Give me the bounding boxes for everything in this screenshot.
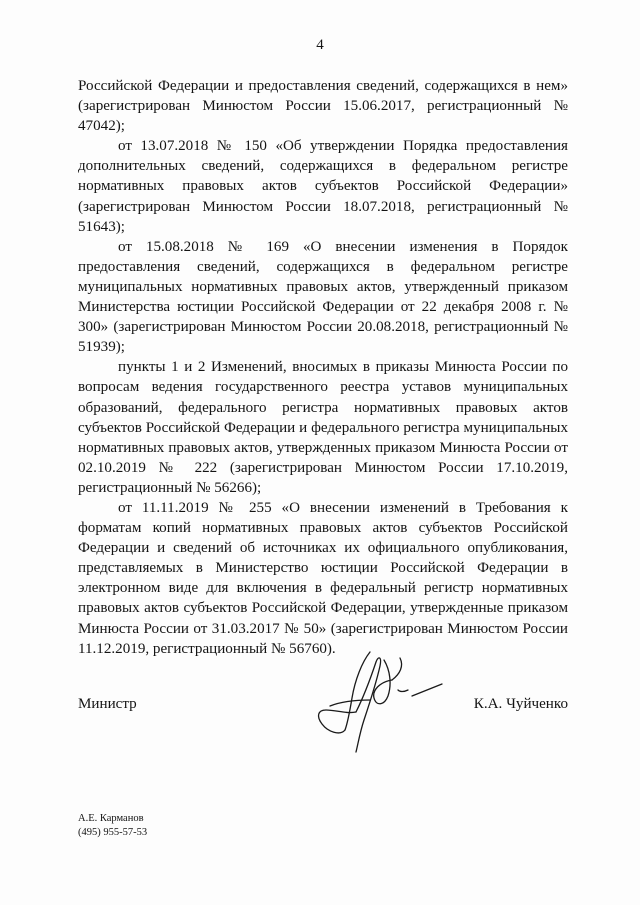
paragraph-order-255: от 11.11.2019 № 255 «О внесении изменений в Требования к форматам копий нормативных правовых актов субъектов Российской Федерации и сведений об источниках их официального опубликования, представляемых в Министерство юстиции Российской Федерации в электронном виде для включения в федеральный регистр нормативных правовых актов субъектов Российской Федерации, утвержденные приказом Минюста России от 31.03.2017 № 50» (зарегистрирован Минюстом России 11.12.2019, регистрационный № 56760). bbox=[78, 499, 568, 657]
executor-info bbox=[78, 812, 147, 840]
paragraph-continuation: Российской Федерации и предоставления сведений, содержащихся в нем» (зарегистрирован Минюстом России 15.06.2017, регистрационный № 47042); bbox=[78, 78, 568, 135]
paragraph-order-169: от 15.08.2018 № 169 «О внесении изменения в Порядок предоставления сведений, содержащихся в федеральном регистре муниципальных нормативных правовых актов, утвержденный приказом Министерства юстиции Российской Федерации от 22 декабря 2008 г. № 300» (зарегистрирован Минюстом России 20.08.2018, регистрационный № 51939); bbox=[78, 238, 568, 356]
minister-name: К.А. Чуйченко bbox=[473, 696, 568, 712]
minister-title: Министр bbox=[78, 696, 137, 712]
paragraph-order-222: пункты 1 и 2 Изменений, вносимых в приказы Минюста России по вопросам ведения государственного реестра уставов муниципальных образований, федерального регистра нормативных правовых актов субъектов Российской Федерации и федерального регистра муниципальных нормативных правовых актов, утвержденных приказом Минюста России от 02.10.2019 № 222 (зарегистрирован Минюстом России 17.10.2019, регистрационный № 56266); bbox=[78, 359, 568, 496]
executor-name: А.Е. Карманов bbox=[78, 813, 144, 824]
handwritten-signature bbox=[300, 640, 460, 755]
paragraph-order-150: от 13.07.2018 № 150 «Об утверждении Порядка предоставления дополнительных сведений, содержащихся в федеральном регистре нормативных правовых актов субъектов Российской Федерации» (зарегистрирован Минюстом России 18.07.2018, регистрационный № 51643); bbox=[78, 138, 568, 235]
executor-phone: (495) 955-57-53 bbox=[78, 827, 148, 838]
document-body bbox=[78, 76, 568, 659]
page-number: 4 bbox=[316, 37, 324, 53]
